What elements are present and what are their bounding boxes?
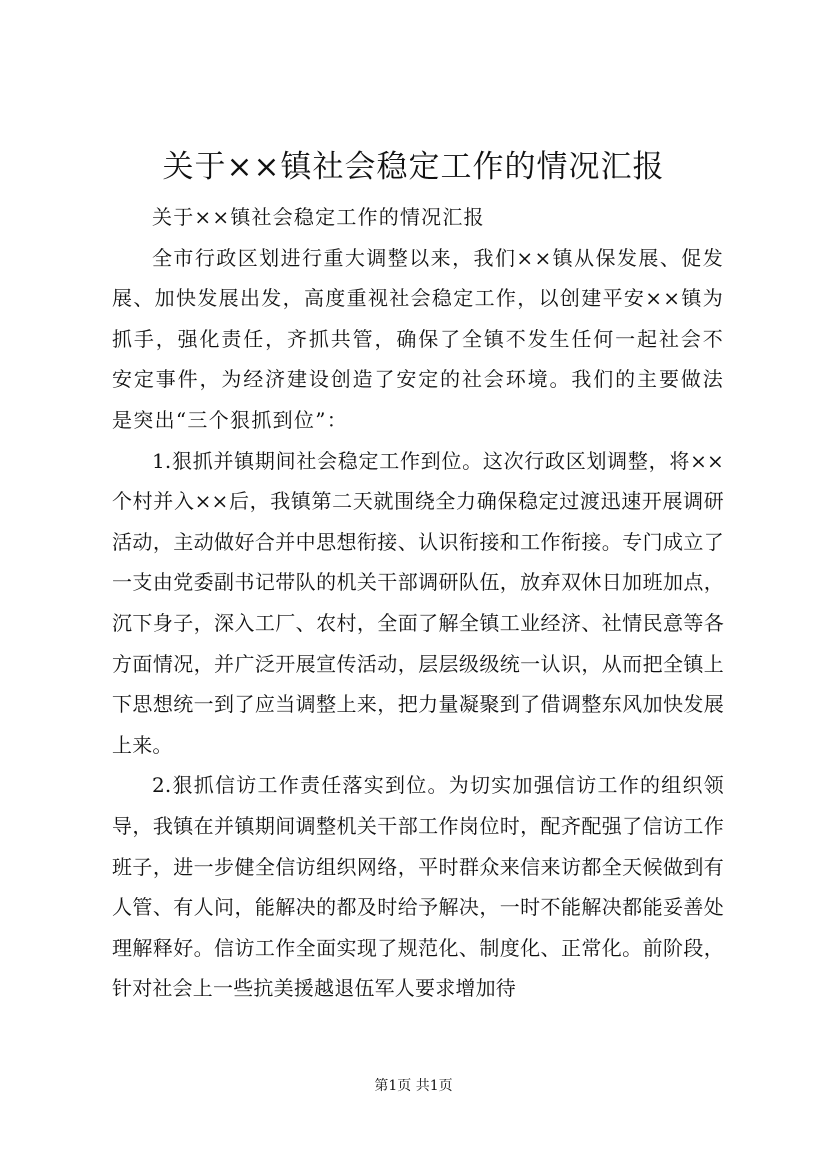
document-body [112,197,724,1009]
paragraph-point-1: 1.狠抓并镇期间社会稳定工作到位。这次行政区划调整，将××个村并入××后，我镇第二天就围绕全力确保稳定过渡迅速开展调研活动，主动做好合并中思想衔接、认识衔接和工作衔接。专门成立了一支由党委副书记带队的机关干部调研队伍，放弃双休日加班加点，沉下身子，深入工厂、农村，全面了解全镇工业经济、社情民意等各方面情况，并广泛开展宣传活动，层层级级统一认识，从而把全镇上下思想统一到了应当调整上来，把力量凝聚到了借调整东风加快发展上来。 [112,448,724,757]
document-title: 关于××镇社会稳定工作的情况汇报 [162,149,665,185]
page-footer: 第1页 共1页 [374,1078,453,1094]
paragraph-subtitle: 关于××镇社会稳定工作的情况汇报 [152,205,485,229]
paragraph-intro: 全市行政区划进行重大调整以来，我们××镇从保发展、促发展、加快发展出发，高度重视社会稳定工作，以创建平安××镇为抓手，强化责任，齐抓共管，确保了全镇不发生任何一起社会不安定事件，为经济建设创造了安定的社会环境。我们的主要做法是突出“三个狠抓到位”： [112,245,724,432]
paragraph-point-2: 2.狠抓信访工作责任落实到位。为切实加强信访工作的组织领导，我镇在并镇期间调整机关干部工作岗位时，配齐配强了信访工作班子，进一步健全信访组织网络，平时群众来信来访都全天候做到有人管、有人问，能解决的都及时给予解决，一时不能解决都能妥善处理解释好。信访工作全面实现了规范化、制度化、正常化。前阶段，针对社会上一些抗美援越退伍军人要求增加待 [112,773,724,1001]
